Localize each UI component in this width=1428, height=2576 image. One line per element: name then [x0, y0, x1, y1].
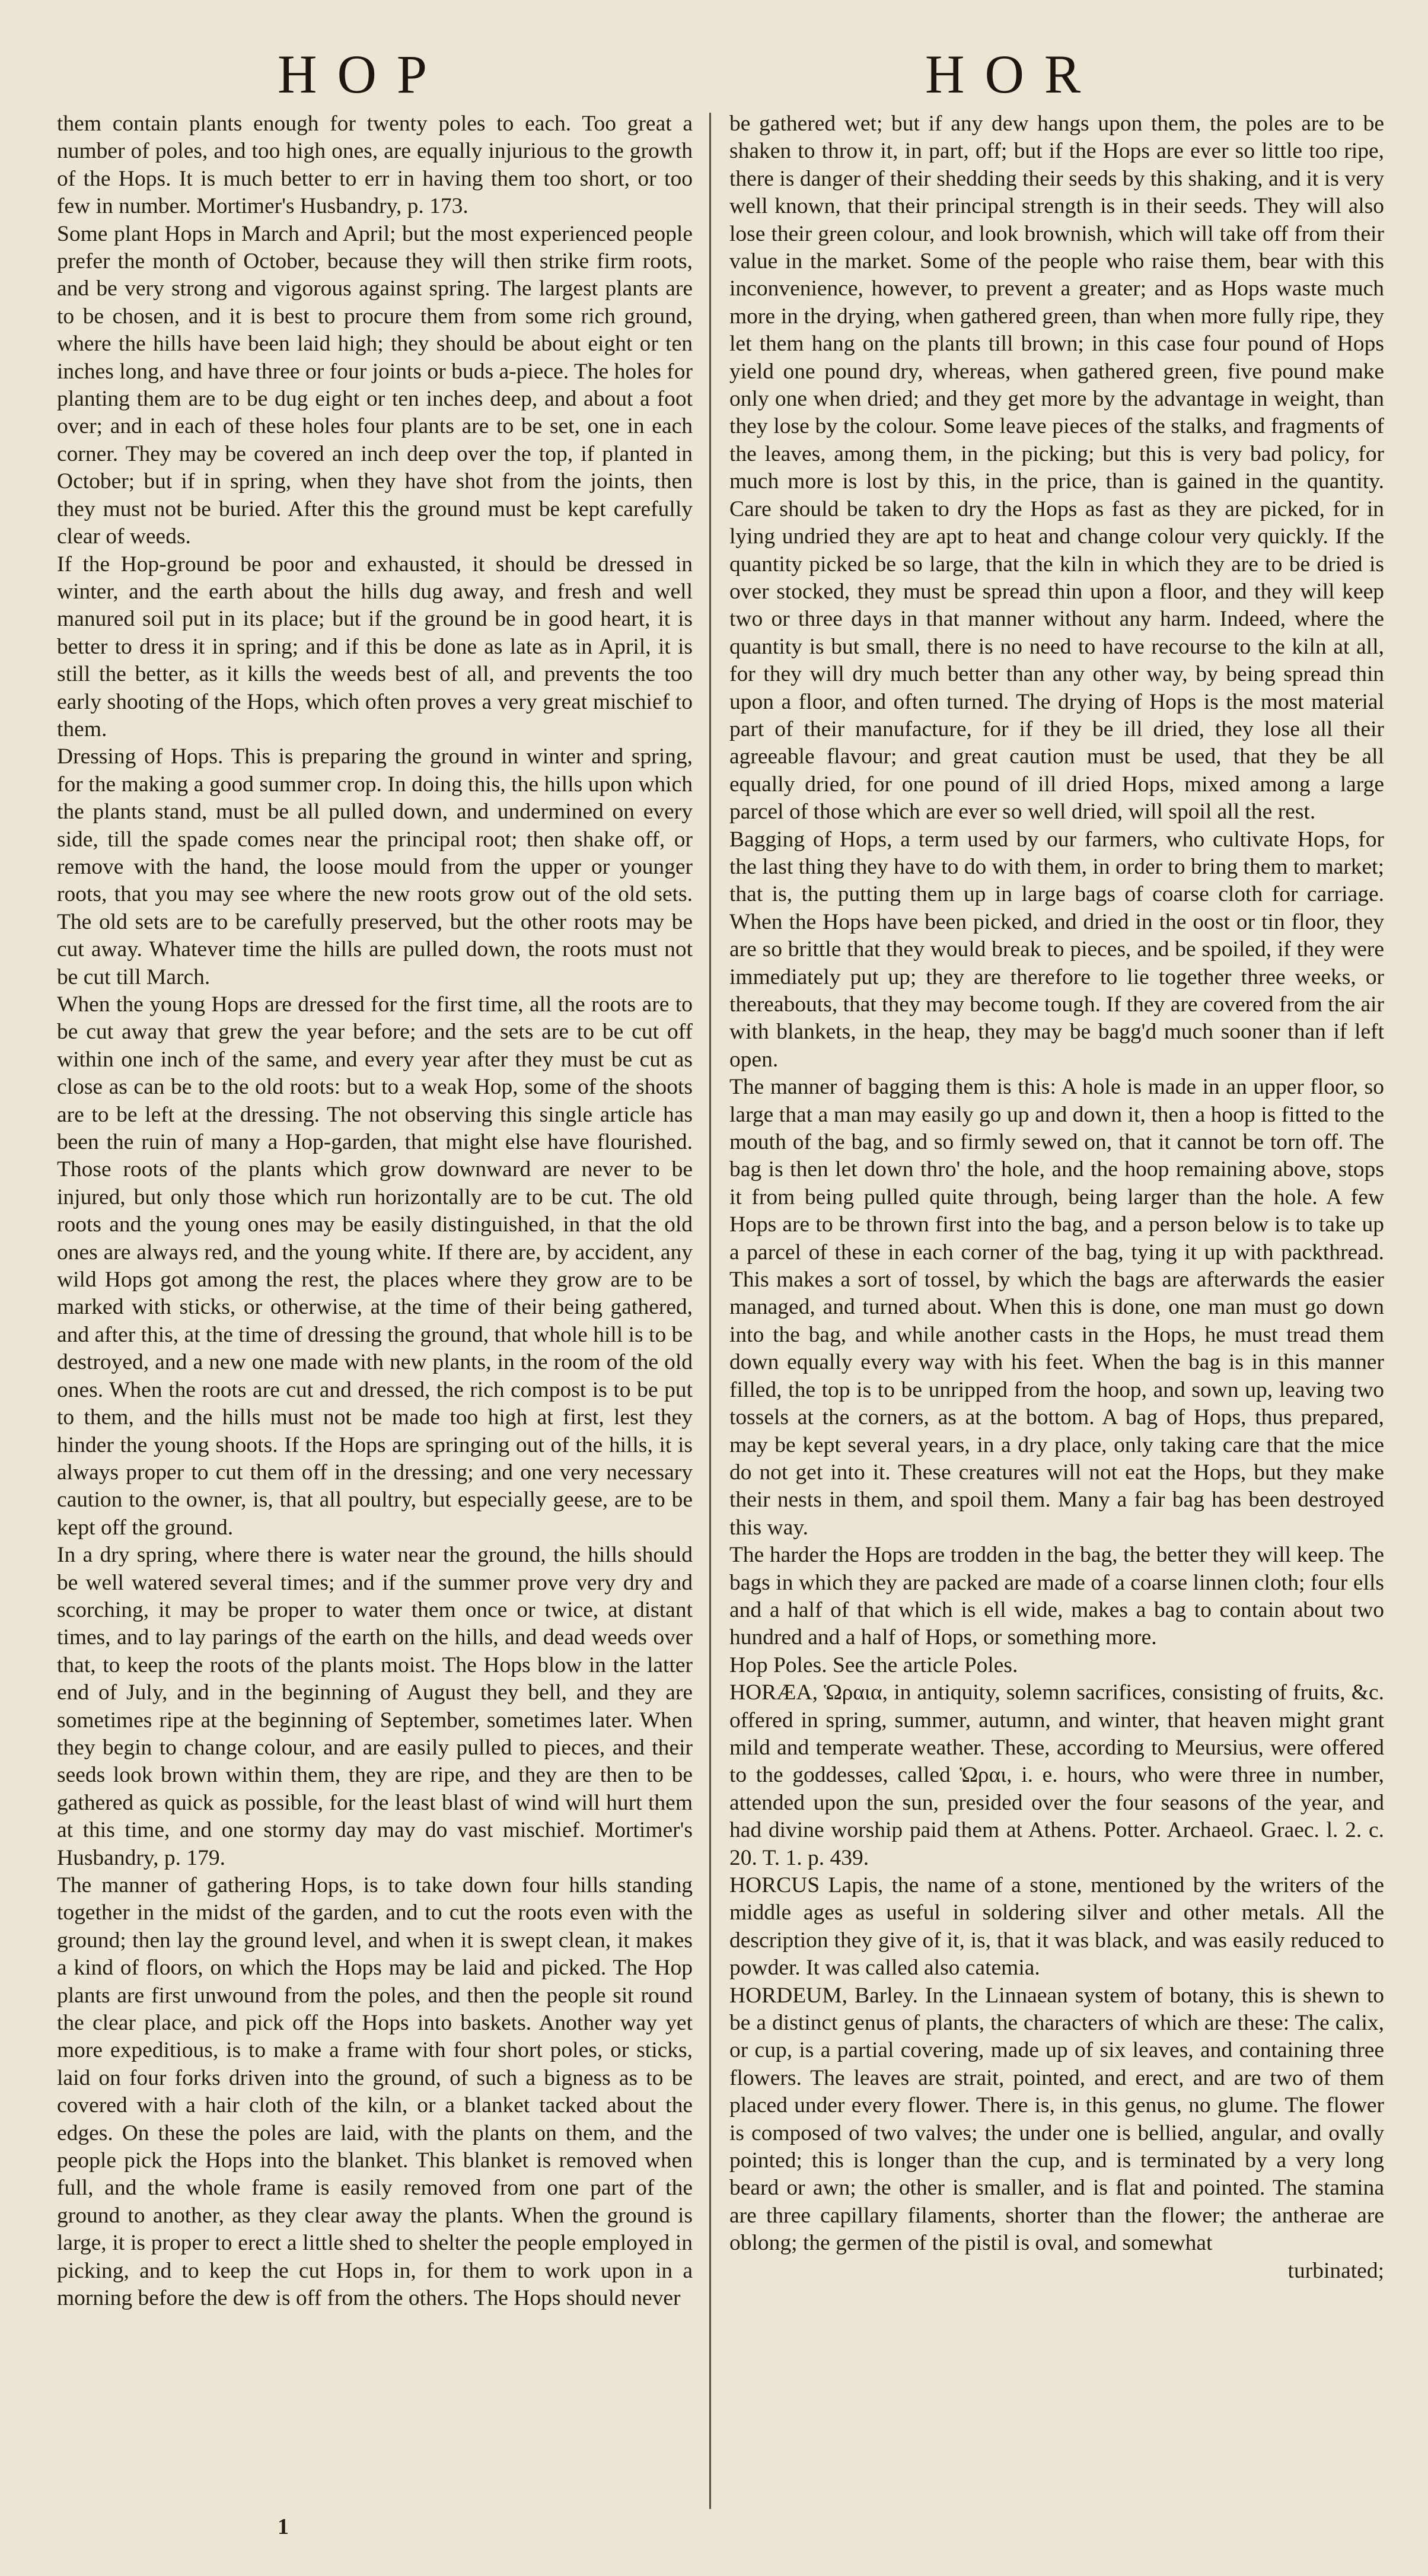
paragraph: be gathered wet; but if any dew hangs upon them, the poles are to be shaken to throw it, in part, off; but if the Hops are ever so little too ripe, there is danger of their shedding their seeds by this shaking, and it is very well known, that their principal strength is in their seeds. They will also lose their green colour, and look brownish, which will take off from their value in the market. Some of the people who raise them, bear with this inconvenience, however, to prevent a greater; and as Hops waste much more in the drying, when gathered green, than when more fully ripe, they let them hang on the plants till brown; in this case four pound of Hops yield one pound dry, whereas, when gathered green, five pound make only one when dried; and they get more by the advantage in weight, than they lose by the colour. Some leave pieces of the stalks, and fragments of the leaves, among them, in the picking; but this is very bad policy, for much more is lost by this, in the price, than is gained in the quantity. Care should be taken to dry the Hops as fast as they are picked, for in lying undried they are apt to heat and change colour very quickly. If the quantity picked be so large, that the kiln in which they are to be dried is over stocked, they must be spread thin upon a floor, and they will keep two or three days in that manner without any harm. Indeed, where the quantity is but small, there is no need to have recourse to the kiln at all, for they will dry much better than any other way, by being spread thin upon a floor, and often turned. The drying of Hops is the most material part of their manufacture, for if they be ill dried, they lose all their agreeable flavour; and great caution must be used, that they be all equally dried, for one pound of ill dried Hops, mixed among a large parcel of those which are ever so well dried, will spoil all the rest. — [729, 112, 1384, 824]
left-column — [57, 110, 693, 2542]
entry-hordeum: HORDEUM, Barley. In the Linnaean system of botany, this is shewn to be a distinct genus of plants, the characters of which are these: The calix, or cup, is a partial covering, made up of six leaves, and containing three flowers. The leaves are strait, pointed, and erect, and are two of them placed under every flower. There is, in this genus, no glume. The flower is composed of two valves; the under one is bellied, angular, and ovally pointed; this is longer than the cup, and is terminated by a very long beard or awn; the other is smaller, and is flat and pointed. The stamina are three capillary filaments, shorter than the flower; the antherae are oblong; the germen of the pistil is oval, and somewhat — [729, 1983, 1384, 2256]
catchword: turbinated; — [1287, 2258, 1384, 2283]
paragraph: The harder the Hops are trodden in the bag, the better they will keep. The bags in which they are packed are made of a coarse linnen cloth; four ells and a half of that which is ell wide, makes a bag to contain about two hundred and a half of Hops, or something more. — [729, 1543, 1384, 1650]
paragraph: In a dry spring, where there is water near the ground, the hills should be well watered several times; and if the summer prove very dry and scorching, it may be proper to water them once or twice, at distant times, and to lay parings of the earth on the hills, and dead weeds over that, to keep the roots of the plants moist. The Hops blow in the latter end of July, and in the beginning of August they bell, and they are sometimes ripe at the beginning of September, sometimes later. When they begin to change colour, and are easily pulled to pieces, and their seeds look brown within them, they are ripe, and they are then to be gathered as quick as possible, for the least blast of wind will hurt them at this time, and one stormy day may do vast mischief. Mortimer's Husbandry, p. 179. — [57, 1543, 693, 1870]
entry-hop-poles: Hop Poles. See the article Poles. — [729, 1652, 1018, 1677]
paragraph: Some plant Hops in March and April; but the most experienced people prefer the month of October, because they will then strike firm roots, and be very strong and vigorous against spring. The largest plants are to be chosen, and it is best to procure them from some rich ground, where the hills have been laid high; they should be about eight or ten inches long, and have three or four joints or buds a-piece. The holes for planting them are to be dug eight or ten inches deep, and about a foot over; and in each of these holes four plants are to be set, one in each corner. They may be covered an inch deep over the top, if planted in October; but if in spring, when they have shot from the joints, then they must not be buried. After this the ground must be kept carefully clear of weeds. — [57, 221, 693, 549]
page-folio: 1 — [278, 2514, 289, 2539]
column-rule — [709, 113, 711, 2509]
running-head-right: HOR — [925, 44, 1101, 104]
entry-horaea: HORÆA, Ὡραια, in antiquity, solemn sacrifices, consisting of fruits, &c. offered in spring, summer, autumn, and winter, that heaven might grant mild and temperate weather. These, according to Meursius, were offered to the goddesses, called Ὡραι, i. e. hours, who were three in number, attended upon the sun, presided over the four seasons of the year, and had divine worship paid them at Athens. Potter. Archaeol. Graec. l. 2. c. 20. T. 1. p. 439. — [729, 1680, 1384, 1870]
paragraph: The manner of gathering Hops, is to take down four hills standing together in the midst of the garden, and to cut the roots even with the ground; then lay the ground level, and when it is swept clean, it makes a kind of floors, on which the Hops may be laid and picked. The Hop plants are first unwound from the poles, and then the people sit round the clear place, and pick off the Hops into baskets. Another way yet more expeditious, is to make a frame with four short poles, or sticks, laid on four forks driven into the ground, of such a bigness as to be covered with a hair cloth of the kiln, or a blanket tacked about the edges. On these the poles are laid, with the plants on them, and the people pick the Hops into the blanket. This blanket is removed when full, and the whole frame is easily removed from one part of the ground to another, as they clear away the plants. When the ground is large, it is proper to erect a little shed to shelter the people employed in picking, and to keep the cut Hops in, for them to work upon in a morning before the dew is off from the others. The Hops should never — [57, 1873, 693, 2311]
entry-bagging-of-hops: Bagging of Hops, a term used by our farmers, who cultivate Hops, for the last thing they have to do with them, in order to bring them to market; that is, the putting them up in large bags of coarse cloth for carriage. When the Hops have been picked, and dried in the oost or tin floor, they are so brittle that they would break to pieces, and be spoiled, if they were immediately put up; they are therefore to lie together three weeks, or thereabouts, that they may become tough. If they are covered from the air with blankets, in the heap, they may be bagg'd much sooner than if left open. — [729, 827, 1384, 1072]
paragraph: If the Hop-ground be poor and exhausted, it should be dressed in winter, and the earth about the hills dug away, and fresh and well manured soil put in its place; but if the ground be in good heart, it is better to dress it in spring; and if this be done as late as in April, it is still the better, as it kills the weeds best of all, and prevents the too early shooting of the Hops, which often proves a very great mischief to them. — [57, 552, 693, 741]
running-head-left: HOP — [278, 44, 448, 104]
paragraph: When the young Hops are dressed for the first time, all the roots are to be cut away that grew the year before; and the sets are to be cut off within one inch of the same, and every year after they must be cut as close as can be to the old roots: but to a weak Hop, some of the shoots are to be left at the dressing. The not observing this single article has been the ruin of many a Hop-garden, that might else have flourished. Those roots of the plants which grow downward are never to be injured, but only those which run horizontally are to be cut. The old roots and the young ones may be easily distinguished, in that the old ones are always red, and the young white. If there are, by accident, any wild Hops got among the rest, the places where they grow are to be marked with sticks, or otherwise, at the time of their being gathered, and after this, at the time of dressing the ground, that whole hill is to be destroyed, and a new one made with new plants, in the room of the old ones. When the roots are cut and dressed, the rich compost is to be put to them, and the hills must not be made too high at first, lest they hinder the young shoots. If the Hops are springing out of the hills, it is always proper to cut them off in the dressing; and one very necessary caution to the owner, is, that all poultry, but especially geese, are to be kept off the ground. — [57, 992, 693, 1540]
right-column — [729, 110, 1384, 2542]
entry-dressing-of-hops: Dressing of Hops. This is preparing the ground in winter and spring, for the making a good summer crop. In doing this, the hills upon which the plants stand, must be all pulled down, and undermined on every side, till the spade comes near the principal root; then shake off, or remove with the hand, the loose mould from the upper or younger roots, that you may see where the new roots grow out of the old sets. The old sets are to be carefully preserved, but the other roots may be cut away. Whatever time the hills are pulled down, the roots must not be cut till March. — [57, 744, 693, 989]
paragraph: them contain plants enough for twenty poles to each. Too great a number of poles, and too high ones, are equally injurious to the growth of the Hops. It is much better to err in having them too short, or too few in number. Mortimer's Husbandry, p. 173. — [57, 112, 693, 219]
entry-horcus: HORCUS Lapis, the name of a stone, mentioned by the writers of the middle ages as useful in soldering silver and other metals. All the description they give of it, is, that it was black, and was easily reduced to powder. It was called also catemia. — [729, 1873, 1384, 1980]
paragraph: The manner of bagging them is this: A hole is made in an upper floor, so large that a man may easily go up and down it, then a hoop is fitted to the mouth of the bag, and so firmly sewed on, that it cannot be torn off. The bag is then let down thro' the hole, and the hoop remaining above, stops it from being pulled quite through, being larger than the hole. A few Hops are to be thrown first into the bag, and a person below is to take up a parcel of these in each corner of the bag, tying it up with packthread. This makes a sort of tossel, by which the bags are afterwards the easier managed, and turned about. When this is done, one man must go down into the bag, and while another casts in the Hops, he must tread them down equally every way with his feet. When the bag is in this manner filled, the top is to be unripped from the hoop, and sown up, leaving two tossels at the corners, as at the bottom. A bag of Hops, thus prepared, may be kept several years, in a dry place, only taking care that the mice do not get into it. These creatures will not eat the Hops, but they make their nests in them, and spoil them. Many a fair bag has been destroyed this way. — [729, 1075, 1384, 1540]
